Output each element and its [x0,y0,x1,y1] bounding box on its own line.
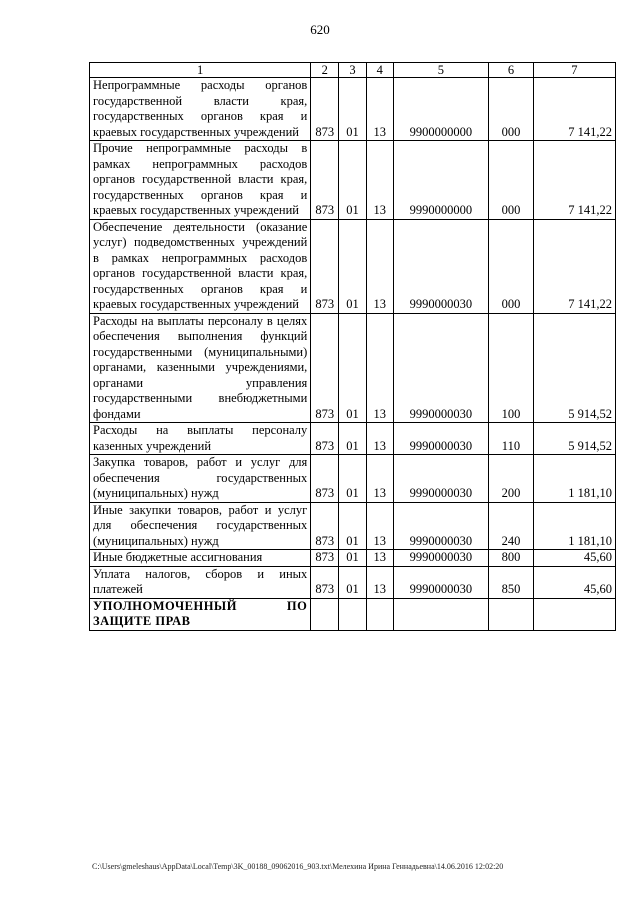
table-row [90,423,616,455]
cell-c2: 873 [311,566,339,598]
row-name: Уплата налогов, сборов и иных платежей [90,566,311,598]
cell-c6: 000 [489,219,533,313]
cell-c4: 13 [366,78,393,141]
table-row [90,455,616,503]
column-header: 2 [311,63,339,78]
table-row [90,78,616,141]
cell-c5: 9990000030 [393,502,489,550]
cell-c7: 7 141,22 [533,219,615,313]
row-name: Иные закупки товаров, работ и услуг для обеспечения государственных (муниципальных) нужд [90,502,311,550]
cell-c5: 9990000030 [393,566,489,598]
header-row [90,63,616,78]
cell-c2: 873 [311,502,339,550]
cell-c2: 873 [311,313,339,423]
row-name: Закупка товаров, работ и услуг для обеспечения государственных (муниципальных) нужд [90,455,311,503]
column-header: 6 [489,63,533,78]
column-header: 7 [533,63,615,78]
cell-c5: 9990000030 [393,219,489,313]
cell-c2: 873 [311,219,339,313]
column-header: 4 [366,63,393,78]
cell-c7: 5 914,52 [533,313,615,423]
cell-c3: 01 [339,566,367,598]
cell-c6: 000 [489,141,533,220]
cell-c5: 9990000030 [393,455,489,503]
section-heading: УПОЛНОМОЧЕННЫЙ ПО ЗАЩИТЕ ПРАВ [90,598,311,630]
cell-c6: 100 [489,313,533,423]
cell-c3: 01 [339,550,367,567]
cell-c3: 01 [339,455,367,503]
table-row [90,566,616,598]
cell-c6: 240 [489,502,533,550]
table-row [90,502,616,550]
empty-cell [489,598,533,630]
cell-c2: 873 [311,455,339,503]
cell-c3: 01 [339,313,367,423]
cell-c4: 13 [366,566,393,598]
cell-c5: 9990000000 [393,141,489,220]
cell-c4: 13 [366,313,393,423]
column-header: 5 [393,63,489,78]
cell-c3: 01 [339,78,367,141]
cell-c4: 13 [366,141,393,220]
cell-c3: 01 [339,141,367,220]
cell-c4: 13 [366,502,393,550]
footer-path: C:\Users\gmeleshaus\AppData\Local\Temp\3K_00188_09062016_903.txt\Мелехина Ирина Геннадьевна\14.06.2016 12:02:20 [92,862,504,871]
table-row [90,219,616,313]
empty-cell [311,598,339,630]
column-header: 1 [90,63,311,78]
table-row [90,313,616,423]
empty-cell [366,598,393,630]
cell-c7: 1 181,10 [533,502,615,550]
cell-c2: 873 [311,141,339,220]
row-name: Расходы на выплаты персоналу казенных учреждений [90,423,311,455]
cell-c6: 110 [489,423,533,455]
cell-c3: 01 [339,423,367,455]
cell-c4: 13 [366,423,393,455]
row-name: Расходы на выплаты персоналу в целях обеспечения выполнения функций государственными (муниципальными) органами, казенными учреждениями, органами управления государственными внебюджетными фондами [90,313,311,423]
row-name: Прочие непрограммные расходы в рамках непрограммных расходов органов государственной власти края, государственных органов края и краевых государственных учреждений [90,141,311,220]
column-header: 3 [339,63,367,78]
cell-c4: 13 [366,455,393,503]
row-name: Непрограммные расходы органов государственной власти края, государственных органов края и краевых государственных учреждений [90,78,311,141]
empty-cell [393,598,489,630]
cell-c7: 5 914,52 [533,423,615,455]
empty-cell [533,598,615,630]
cell-c6: 850 [489,566,533,598]
cell-c2: 873 [311,78,339,141]
table-row [90,141,616,220]
cell-c7: 7 141,22 [533,78,615,141]
cell-c7: 45,60 [533,550,615,567]
page-number: 620 [310,22,330,37]
cell-c7: 45,60 [533,566,615,598]
cell-c7: 7 141,22 [533,141,615,220]
cell-c5: 9990000030 [393,550,489,567]
table-row [90,550,616,567]
cell-c3: 01 [339,502,367,550]
row-name: Иные бюджетные ассигнования [90,550,311,567]
table-row [90,598,616,630]
cell-c2: 873 [311,423,339,455]
cell-c6: 800 [489,550,533,567]
budget-table [89,62,616,631]
cell-c5: 9990000030 [393,313,489,423]
row-name: Обеспечение деятельности (оказание услуг) подведомственных учреждений в рамках непрограммных расходов органов государственной власти края, государственных органов края и краевых государственных учреждений [90,219,311,313]
cell-c5: 9990000030 [393,423,489,455]
empty-cell [339,598,367,630]
cell-c6: 200 [489,455,533,503]
cell-c4: 13 [366,219,393,313]
cell-c3: 01 [339,219,367,313]
cell-c4: 13 [366,550,393,567]
cell-c6: 000 [489,78,533,141]
cell-c2: 873 [311,550,339,567]
cell-c5: 9900000000 [393,78,489,141]
cell-c7: 1 181,10 [533,455,615,503]
